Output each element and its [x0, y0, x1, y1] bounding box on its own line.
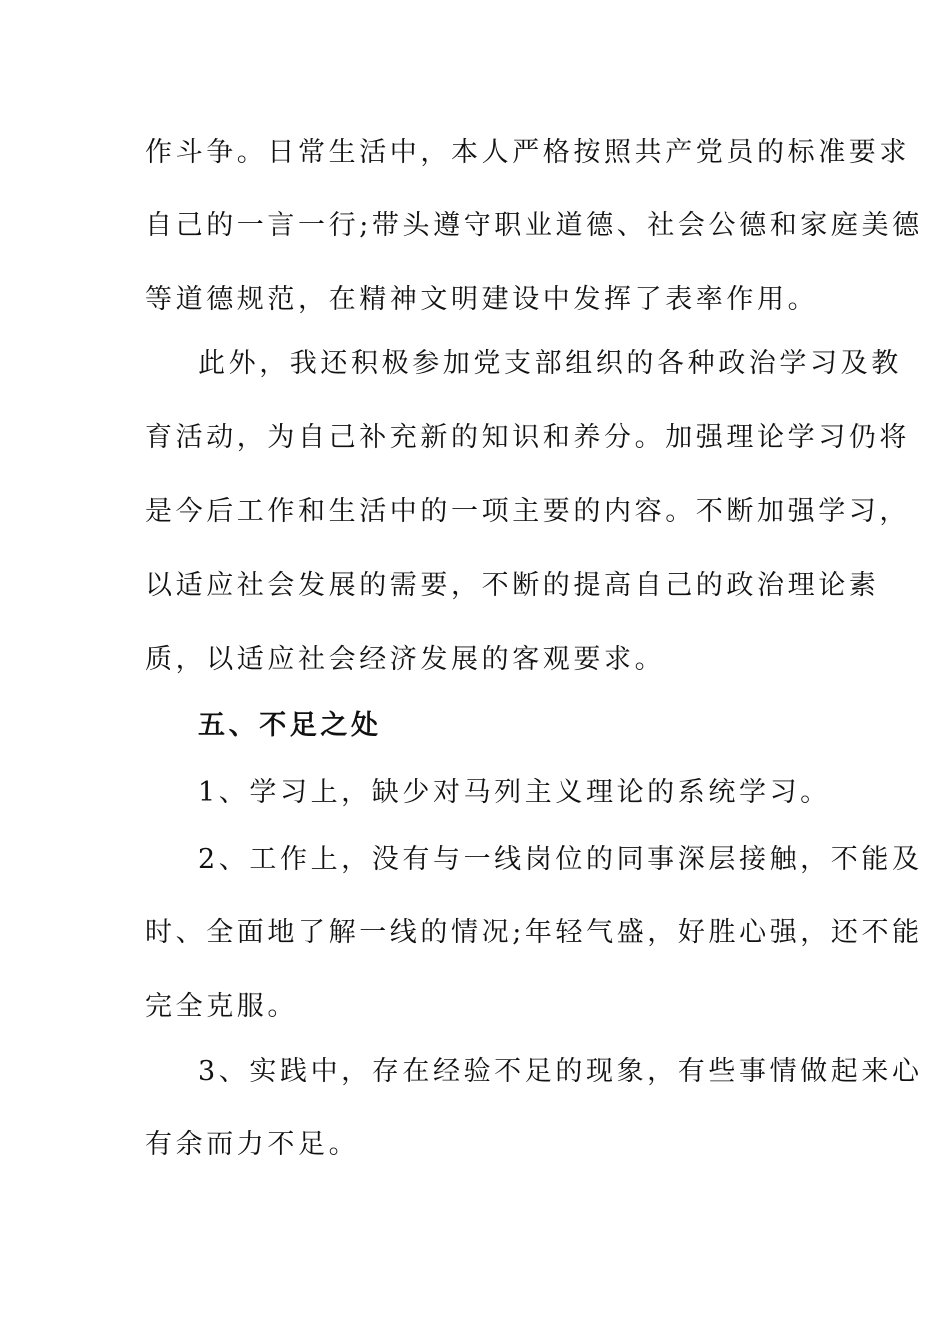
text-line-2: 自己的一言一行;带头遵守职业道德、社会公德和家庭美德 — [145, 210, 923, 241]
list-item-1: 1、学习上，缺少对马列主义理论的系统学习。 — [198, 777, 831, 808]
text-line-6: 是今后工作和生活中的一项主要的内容。不断加强学习， — [145, 496, 910, 527]
text-line-3: 等道德规范，在精神文明建设中发挥了表率作用。 — [145, 284, 819, 315]
text-line-5: 育活动，为自己补充新的知识和养分。加强理论学习仍将 — [145, 422, 910, 453]
text-line-1: 作斗争。日常生活中，本人严格按照共产党员的标准要求 — [145, 137, 910, 168]
section-heading: 五、不足之处 — [198, 710, 382, 741]
list-item-2: 2、工作上，没有与一线岗位的同事深层接触，不能及 — [198, 844, 923, 875]
text-line-8: 质，以适应社会经济发展的客观要求。 — [145, 644, 666, 675]
list-item-2-cont-2: 完全克服。 — [145, 991, 298, 1022]
paragraph-start-line: 此外，我还积极参加党支部组织的各种政治学习及教 — [198, 348, 902, 379]
list-item-3: 3、实践中，存在经验不足的现象，有些事情做起来心 — [198, 1056, 923, 1087]
list-item-2-cont-1: 时、全面地了解一线的情况;年轻气盛，好胜心强，还不能 — [145, 917, 923, 948]
text-line-7: 以适应社会发展的需要，不断的提高自己的政治理论素 — [145, 570, 880, 601]
list-item-3-cont: 有余而力不足。 — [145, 1129, 360, 1160]
